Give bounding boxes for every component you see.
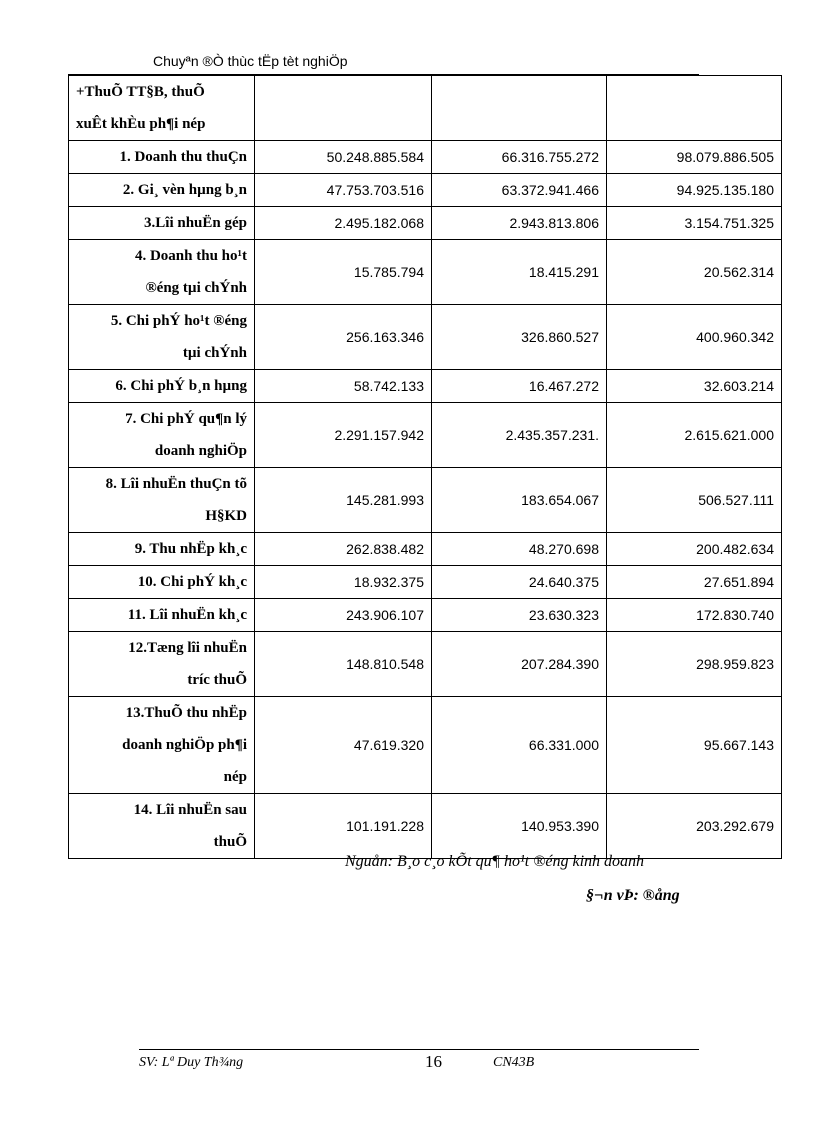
value-cell-year-3: 200.482.634 (607, 533, 782, 566)
row-label-line: tµi chÝnh (182, 345, 247, 361)
row-label-line: 2. Gi¸ vèn hµng b¸n (122, 182, 247, 198)
row-label-line: 7. Chi phÝ qu¶n lý (125, 411, 247, 427)
row-label-line: 9. Thu nhËp kh¸c (134, 541, 247, 557)
row-label (69, 240, 255, 305)
row-label-line: 14. Lîi nhuËn sau (133, 802, 247, 818)
row-label-line: xuÊt khÈu ph¶i nép (76, 116, 206, 132)
row-label (69, 174, 255, 207)
value-cell-year-1: 148.810.548 (255, 632, 432, 697)
row-label (69, 403, 255, 468)
value-cell-year-1: 2.495.182.068 (255, 207, 432, 240)
value-cell-year-3: 95.667.143 (607, 697, 782, 794)
value-cell-year-2: 183.654.067 (432, 468, 607, 533)
row-label-line: doanh nghiÖp (154, 443, 247, 459)
table-row (69, 370, 782, 403)
row-label (69, 599, 255, 632)
table-row (69, 468, 782, 533)
value-cell-year-3: 94.925.135.180 (607, 174, 782, 207)
value-cell-year-1: 101.191.228 (255, 794, 432, 859)
value-cell-year-3: 203.292.679 (607, 794, 782, 859)
value-cell-year-3: 2.615.621.000 (607, 403, 782, 468)
table-row (69, 174, 782, 207)
value-cell-year-1: 2.291.157.942 (255, 403, 432, 468)
value-cell-year-2: 326.860.527 (432, 305, 607, 370)
source-note: Nguån: B¸o c¸o kÕt qu¶ ho¹t ®éng kinh doanh (345, 853, 645, 870)
row-label-line: 3.Lîi nhuËn gép (144, 215, 247, 231)
table-row (69, 632, 782, 697)
row-label (69, 697, 255, 794)
financial-results-table (68, 75, 782, 859)
table-body (69, 76, 782, 859)
value-cell-year-2: 18.415.291 (432, 240, 607, 305)
row-label (69, 468, 255, 533)
value-cell-year-3: 32.603.214 (607, 370, 782, 403)
value-cell-year-1: 243.906.107 (255, 599, 432, 632)
value-cell-year-1: 15.785.794 (255, 240, 432, 305)
row-label (69, 370, 255, 403)
value-cell-year-2: 24.640.375 (432, 566, 607, 599)
unit-note: §¬n vÞ: ®ång (586, 887, 680, 904)
row-label (69, 632, 255, 697)
table-row (69, 697, 782, 794)
row-label-line: 13.ThuÕ thu nhËp (125, 705, 247, 721)
table-row (69, 533, 782, 566)
value-cell-year-2: 2.943.813.806 (432, 207, 607, 240)
table-row (69, 566, 782, 599)
value-cell-year-1 (255, 76, 432, 141)
footer-student-name: SV: Lª Duy Th¾ng (139, 1055, 244, 1070)
value-cell-year-1: 50.248.885.584 (255, 141, 432, 174)
row-label-line: 12.Tæng lîi nhuËn (128, 640, 247, 656)
page-number: 16 (425, 1052, 442, 1071)
table-row (69, 76, 782, 141)
row-label-line: ®éng tµi chÝnh (145, 280, 247, 296)
value-cell-year-1: 47.619.320 (255, 697, 432, 794)
row-label-line: 6. Chi phÝ b¸n hµng (115, 378, 247, 394)
value-cell-year-1: 262.838.482 (255, 533, 432, 566)
table-row (69, 240, 782, 305)
value-cell-year-3: 298.959.823 (607, 632, 782, 697)
row-label-line: nép (223, 769, 247, 785)
row-label (69, 207, 255, 240)
table-row (69, 794, 782, 859)
value-cell-year-2: 66.331.000 (432, 697, 607, 794)
value-cell-year-2: 140.953.390 (432, 794, 607, 859)
row-label (69, 305, 255, 370)
row-label-line: doanh nghiÖp ph¶i (122, 737, 247, 753)
row-label (69, 533, 255, 566)
value-cell-year-3 (607, 76, 782, 141)
row-label-line: tríc thuÕ (187, 672, 247, 688)
row-label-line: 10. Chi phÝ kh¸c (137, 574, 247, 590)
value-cell-year-1: 18.932.375 (255, 566, 432, 599)
footer-class-code: CN43B (493, 1055, 535, 1070)
value-cell-year-1: 58.742.133 (255, 370, 432, 403)
row-label-line: 5. Chi phÝ ho¹t ®éng (110, 313, 247, 329)
value-cell-year-2: 16.467.272 (432, 370, 607, 403)
table-row (69, 599, 782, 632)
value-cell-year-3: 20.562.314 (607, 240, 782, 305)
value-cell-year-2 (432, 76, 607, 141)
table-row (69, 305, 782, 370)
row-label-line: H§KD (205, 508, 247, 524)
value-cell-year-3: 506.527.111 (607, 468, 782, 533)
table-row (69, 403, 782, 468)
row-label (69, 794, 255, 859)
value-cell-year-2: 66.316.755.272 (432, 141, 607, 174)
table-row (69, 207, 782, 240)
row-label (69, 566, 255, 599)
row-label-line: 4. Doanh thu ho¹t (134, 248, 247, 264)
value-cell-year-1: 145.281.993 (255, 468, 432, 533)
row-label-line: 11. Lîi nhuËn kh¸c (127, 607, 247, 623)
value-cell-year-2: 63.372.941.466 (432, 174, 607, 207)
value-cell-year-2: 48.270.698 (432, 533, 607, 566)
value-cell-year-1: 256.163.346 (255, 305, 432, 370)
value-cell-year-2: 2.435.357.231. (432, 403, 607, 468)
value-cell-year-2: 207.284.390 (432, 632, 607, 697)
row-label (69, 76, 255, 141)
row-label-line: 1. Doanh thu thuÇn (119, 149, 247, 165)
footer-divider (139, 1049, 699, 1050)
value-cell-year-3: 172.830.740 (607, 599, 782, 632)
value-cell-year-3: 27.651.894 (607, 566, 782, 599)
value-cell-year-3: 98.079.886.505 (607, 141, 782, 174)
value-cell-year-3: 400.960.342 (607, 305, 782, 370)
table-row (69, 141, 782, 174)
value-cell-year-1: 47.753.703.516 (255, 174, 432, 207)
row-label (69, 141, 255, 174)
row-label-line: thuÕ (213, 834, 247, 850)
value-cell-year-2: 23.630.323 (432, 599, 607, 632)
value-cell-year-3: 3.154.751.325 (607, 207, 782, 240)
row-label-line: 8. Lîi nhuËn thuÇn tõ (105, 476, 247, 492)
row-label-line: +ThuÕ TT§B, thuÕ (76, 84, 205, 100)
page-header-title: Chuyªn ®Ò thùc tËp tèt nghiÖp (153, 53, 348, 69)
